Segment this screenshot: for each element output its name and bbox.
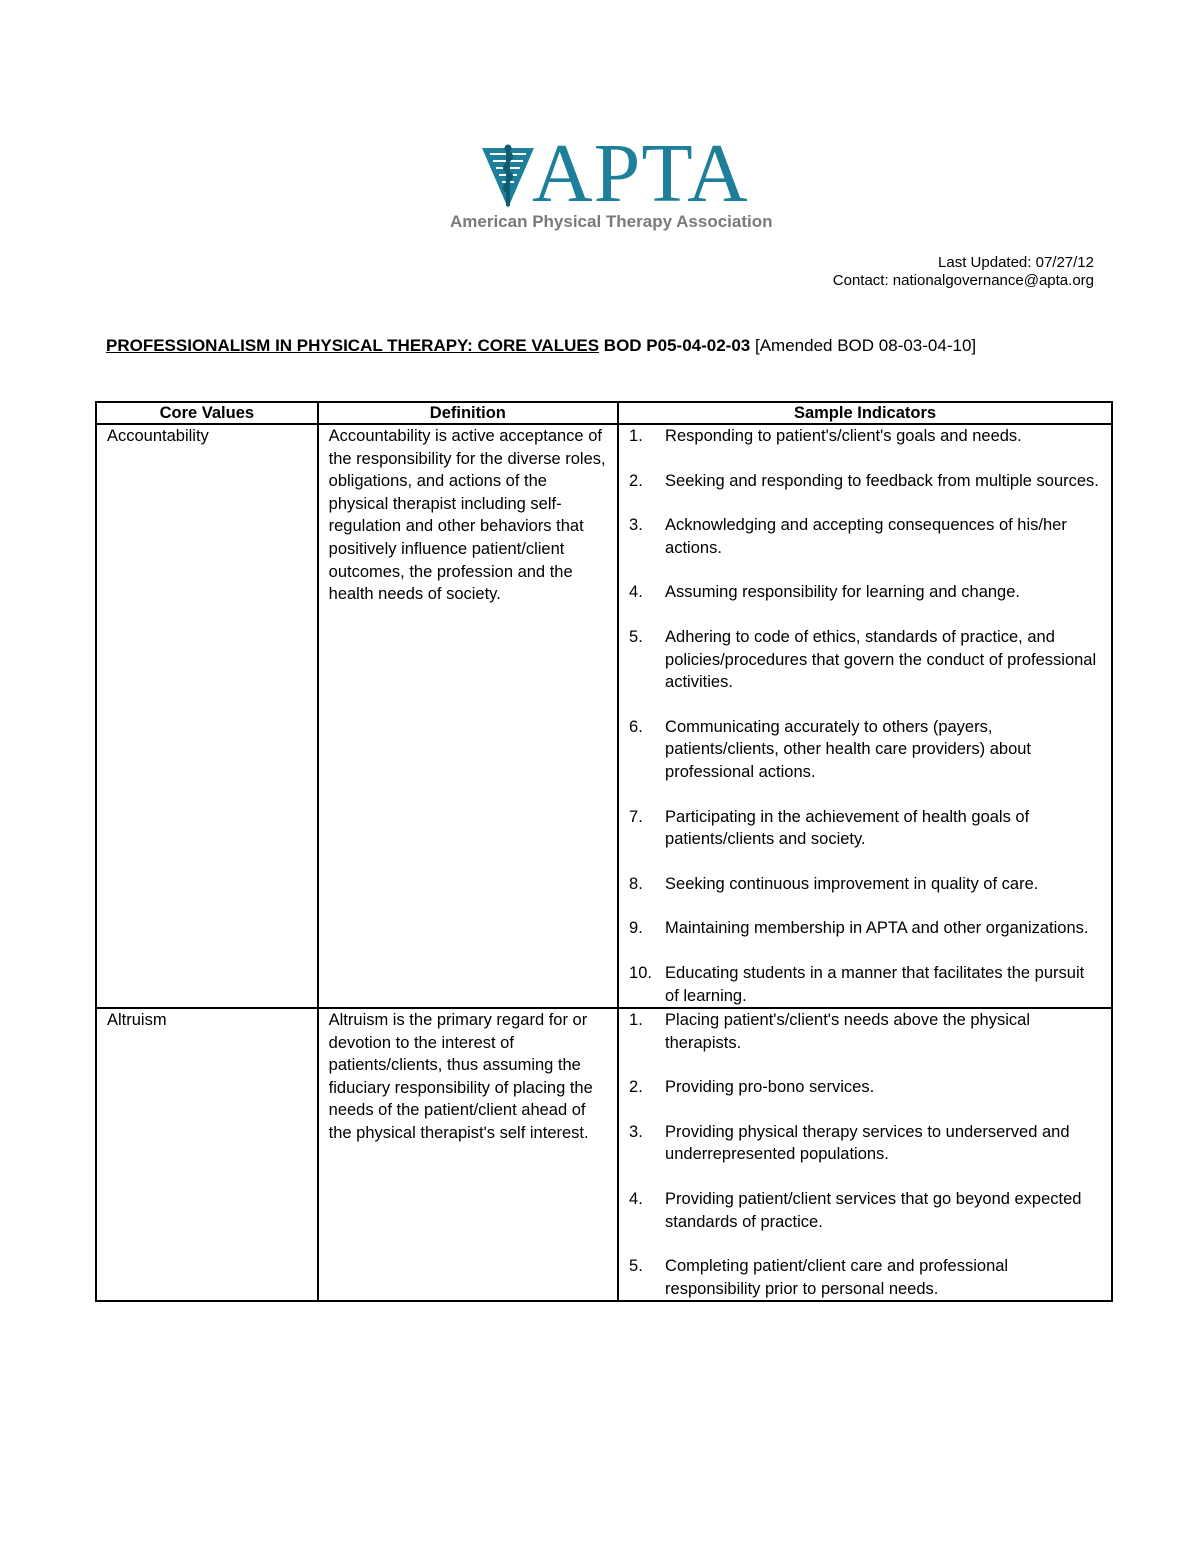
item-text: Providing pro-bono services.: [665, 1078, 875, 1097]
item-text: Providing physical therapy services to underserved and underrepresented populations.: [665, 1122, 1070, 1164]
list-item: [629, 716, 1101, 784]
item-number: 8.: [629, 874, 643, 893]
list-item: [629, 1121, 1101, 1166]
page-title: [106, 335, 1096, 357]
item-number: 2.: [629, 1078, 643, 1097]
item-number: 5.: [629, 627, 643, 646]
item-text: Completing patient/client care and professional responsibility prior to personal needs.: [665, 1257, 1009, 1298]
item-number: 7.: [629, 807, 643, 826]
item-text: Maintaining membership in APTA and other organizations.: [665, 919, 1089, 938]
table-row: [96, 424, 1112, 1008]
core-values-table: [95, 401, 1113, 1302]
document-meta: [833, 254, 1094, 290]
list-item: [629, 962, 1101, 1007]
logo-wordmark: APTA: [532, 127, 749, 220]
list-item: [629, 514, 1101, 559]
item-number: 1.: [629, 427, 643, 445]
list-item: [629, 425, 1101, 448]
item-text: Providing patient/client services that go beyond expected standards of practice.: [665, 1190, 1082, 1231]
indicators-cell: [618, 424, 1112, 1008]
core-value-cell: Accountability: [96, 424, 318, 1008]
indicator-list: [629, 1009, 1101, 1300]
definition-cell: Accountability is active acceptance of the responsibility for the diverse roles, obligations, and actions of the physical therapist including self-regulation and other behaviors that positively influence patient/client outcomes, the profession and the health needs of society.: [318, 424, 618, 1008]
indicator-list: [629, 425, 1101, 1007]
list-item: [629, 873, 1101, 896]
item-number: 4.: [629, 583, 643, 602]
list-item: [629, 470, 1101, 493]
header-definition: Definition: [318, 402, 618, 424]
definition-cell: Altruism is the primary regard for or devotion to the interest of patients/clients, thus assuming the fiduciary responsibility of placing the needs of the patient/client ahead of the physical therapist's self interest.: [318, 1008, 618, 1301]
apta-logo: [450, 127, 773, 238]
core-value-cell: Altruism: [96, 1008, 318, 1301]
contact-email: Contact: nationalgovernance@apta.org: [832, 272, 1094, 289]
item-text: Assuming responsibility for learning and change.: [665, 583, 1020, 602]
list-item: [629, 626, 1101, 694]
item-text: Acknowledging and accepting consequences of his/her actions.: [665, 516, 1067, 557]
item-number: 5.: [629, 1257, 643, 1276]
indicators-cell: [618, 1008, 1112, 1301]
title-code: BOD P05-04-02-03: [603, 336, 751, 355]
list-item: [629, 1076, 1101, 1099]
item-number: 2.: [629, 471, 643, 490]
item-text: Educating students in a manner that facilitates the pursuit of learning.: [665, 963, 1085, 1005]
list-item: [629, 1255, 1101, 1300]
item-text: Seeking and responding to feedback from multiple sources.: [665, 471, 1099, 490]
item-text: Participating in the achievement of health goals of patients/clients and society.: [665, 807, 1030, 849]
table-header-row: [96, 402, 1112, 424]
item-number: 1.: [629, 1011, 643, 1030]
list-item: [629, 581, 1101, 604]
item-number: 9.: [629, 919, 643, 938]
item-number: 3.: [629, 1122, 643, 1141]
item-text: Responding to patient's/client's goals and needs.: [665, 427, 1022, 445]
header-core-values: Core Values: [96, 402, 318, 424]
logo-association-name: American Physical Therapy Association: [450, 212, 773, 231]
list-item: [629, 1009, 1101, 1054]
item-number: 10.: [629, 963, 652, 982]
title-main: PROFESSIONALISM IN PHYSICAL THERAPY: CORE VALUES: [106, 336, 600, 355]
title-amended: [Amended BOD 08-03-04-10]: [755, 336, 977, 355]
item-text: Placing patient's/client's needs above the physical therapists.: [665, 1011, 1030, 1052]
header-sample-indicators: Sample Indicators: [618, 402, 1112, 424]
item-number: 6.: [629, 717, 643, 736]
table-row: [96, 1008, 1112, 1301]
last-updated: Last Updated: 07/27/12: [938, 254, 1094, 271]
item-number: 3.: [629, 516, 643, 535]
list-item: [629, 917, 1101, 940]
caduceus-logo-icon: [480, 144, 536, 210]
item-number: 4.: [629, 1190, 643, 1209]
list-item: [629, 1188, 1101, 1233]
item-text: Communicating accurately to others (payers, patients/clients, other health care providers) about professional actions.: [665, 717, 1032, 781]
list-item: [629, 806, 1101, 851]
item-text: Adhering to code of ethics, standards of practice, and policies/procedures that govern the conduct of professional activities.: [665, 627, 1097, 692]
item-text: Seeking continuous improvement in quality of care.: [665, 874, 1039, 893]
